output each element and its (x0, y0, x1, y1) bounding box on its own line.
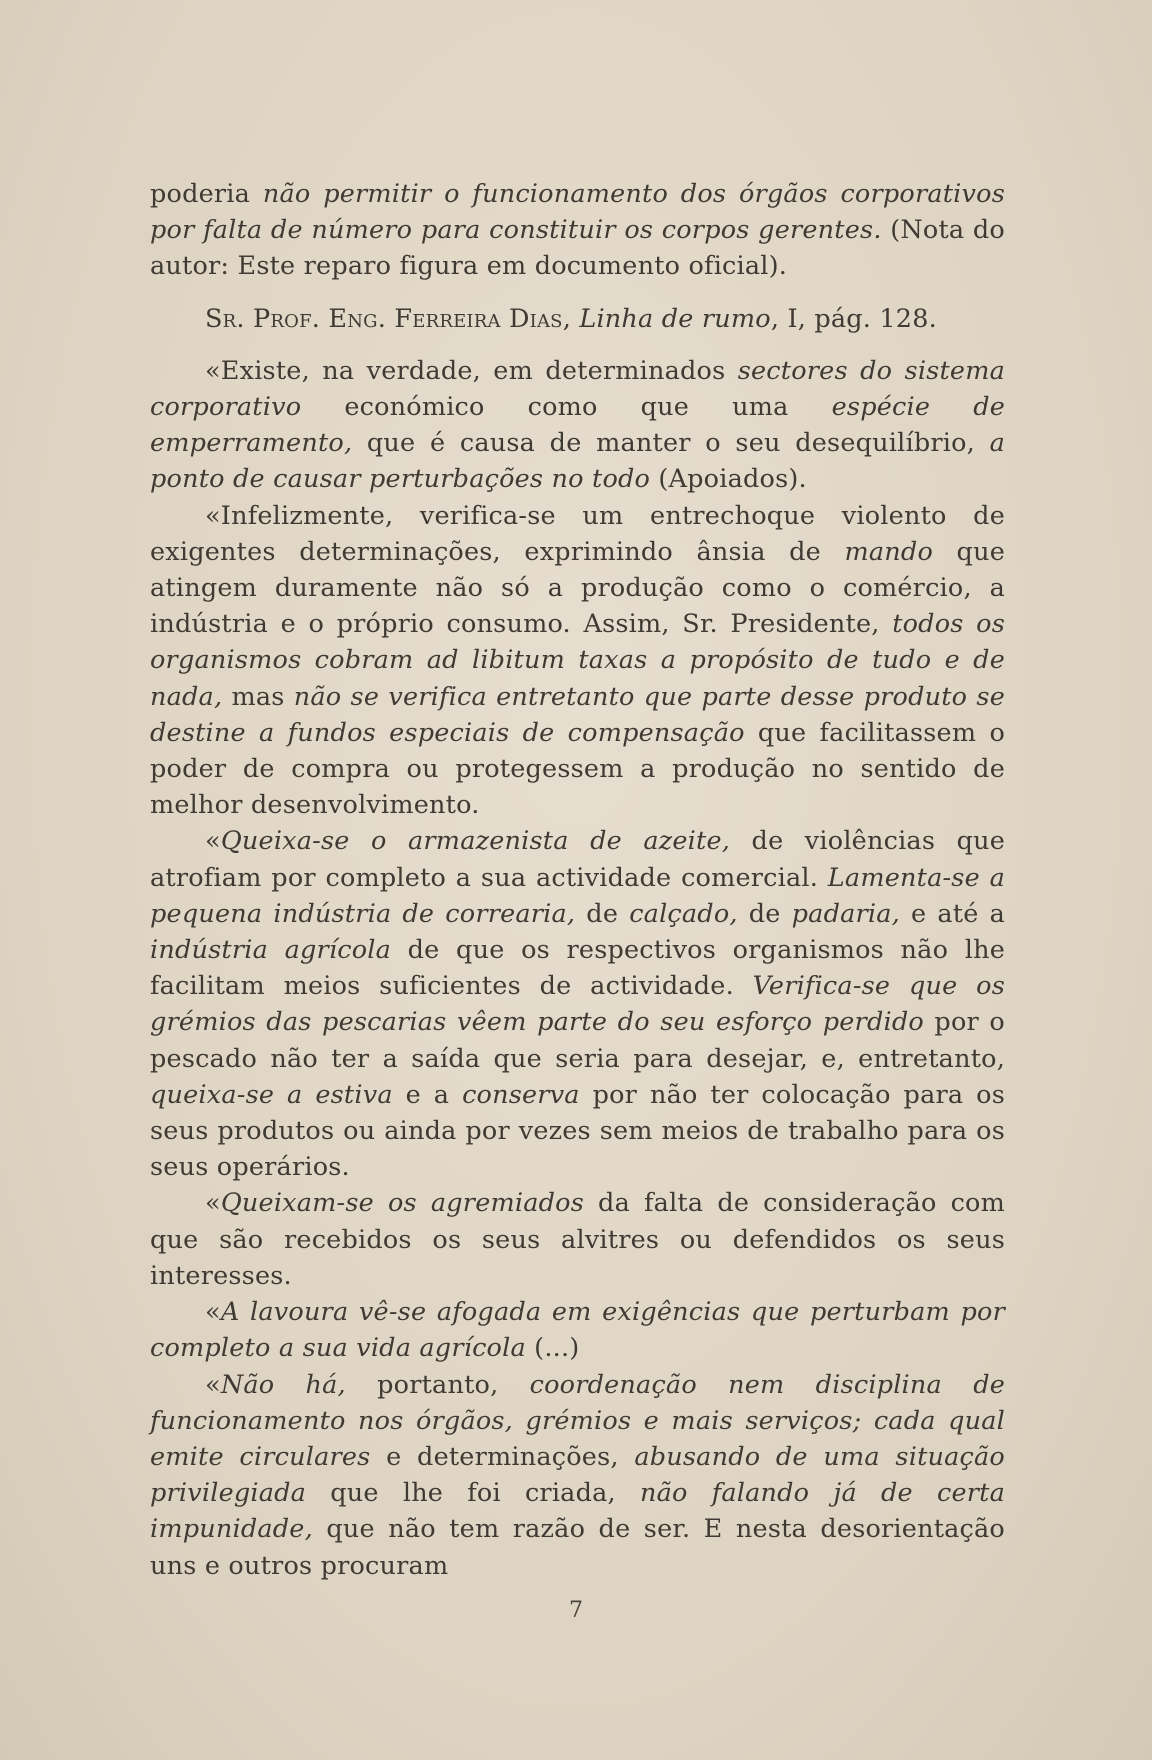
text-run: poderia (150, 179, 263, 209)
paragraph (150, 1294, 1005, 1366)
italic-text: Verifica-se que os grémios das pescarias vêem parte do seu esforço perdido (150, 971, 1005, 1038)
text-run: de violências que atrofiam por completo a sua actividade comercial. (150, 826, 1006, 893)
text-run: económico como que uma (301, 392, 832, 423)
text-run: que atingem duramente não só a produção como o comércio, a indústria e o próprio consumo. Assim, Sr. Presidente, (150, 536, 1005, 640)
text-run: de que os respectivos organismos não lhe facilitam meios suficientes de actividade. (150, 935, 1005, 1002)
text-run: que não tem razão de ser. E nesta desorientação uns e outros procuram (150, 1514, 1005, 1581)
italic-text: Linha de rumo (579, 303, 771, 334)
paragraph (150, 823, 1005, 1185)
italic-text: a ponto de causar perturbações no todo (150, 428, 1005, 495)
italic-text: coordenação nem disciplina de funcionamento nos órgãos, grémios e mais serviços; cada qual emite circulares (150, 1369, 1006, 1472)
italic-text: não falando já de certa impunidade, (150, 1478, 1005, 1545)
italic-text: Queixam-se os agremiados (220, 1188, 584, 1219)
small-caps-text: Sr. Prof. Eng. Ferreira Dias (205, 303, 563, 334)
text-run: que facilitassem o poder de compra ou protegessem a produção no sentido de melhor desenvolvimento. (150, 717, 1005, 821)
text-run: «Infelizmente, verifica-se um entrechoque violento de exigentes determinações, exprimindo ânsia de (150, 500, 1005, 567)
text-run: , I, pág. 128. (770, 303, 937, 334)
text-run: « (205, 826, 221, 857)
text-run: (...) (525, 1333, 580, 1364)
page-number: 7 (569, 1598, 583, 1623)
text-run: da falta de consideração com que são recebidos os seus alvitres ou defendidos os seus interesses. (150, 1188, 1005, 1291)
text-run: que lhe foi criada, (306, 1478, 640, 1509)
italic-text: Lamenta-se a pequena indústria de correaria, (150, 862, 1005, 929)
paragraph (150, 176, 1005, 285)
text-run: e a (392, 1079, 463, 1110)
text-run: mas (222, 681, 294, 712)
text-run: e até a (899, 898, 1005, 929)
text-run: , (562, 303, 580, 334)
italic-text: conserva (462, 1079, 580, 1110)
text-run: e determinações, (370, 1441, 635, 1472)
italic-text: indústria agrícola (150, 935, 392, 966)
text-run: « (205, 1369, 221, 1400)
italic-text: sectores do sistema corporativo (150, 355, 1005, 423)
text-run: (Nota do autor: Este reparo figura em documento oficial). (150, 215, 1005, 282)
italic-text: não permitir o funcionamento dos órgãos corporativos por falta de número para constituir os corpos gerentes. (150, 179, 1005, 246)
italic-text: A lavoura vê-se afogada em exigências que perturbam por completo a sua vida agrícola (150, 1297, 1005, 1364)
italic-text: padaria, (791, 898, 900, 929)
italic-text: calçado, (629, 898, 738, 929)
text-run: portanto, (345, 1369, 530, 1400)
italic-text: espécie de emperramento, (150, 392, 1006, 459)
text-run: de (737, 898, 792, 929)
italic-text: Queixa-se o armazenista de azeite, (220, 826, 731, 857)
text-run: « (205, 1297, 221, 1328)
paragraph (150, 1185, 1005, 1294)
text-run: (Apoiados). (650, 464, 807, 495)
paragraph (150, 353, 1005, 498)
paragraph (150, 301, 1005, 337)
italic-text: queixa-se a estiva (150, 1079, 393, 1110)
text-run: «Existe, na verdade, em determinados (205, 355, 738, 386)
italic-text: abusando de uma situação privilegiada (150, 1441, 1005, 1509)
text-run: « (205, 1188, 221, 1219)
italic-text: não se verifica entretanto que parte desse produto se destine a fundos especiais de compensação (150, 681, 1005, 748)
text-run: por não ter colocação para os seus produtos ou ainda por vezes sem meios de trabalho para os seus operários. (150, 1079, 1005, 1183)
italic-text: mando (844, 536, 933, 567)
text-run: de (575, 898, 630, 929)
paragraph (150, 1367, 1005, 1584)
paragraph (150, 498, 1005, 824)
italic-text: Não há, (220, 1369, 346, 1400)
italic-text: todos os organismos cobram ad libitum taxas a propósito de tudo e de nada, (150, 609, 1005, 712)
text-run: por o pescado não ter a saída que seria para desejar, e, entretanto, (150, 1007, 1005, 1074)
text-run: que é causa de manter o seu desequilíbrio, (352, 428, 990, 459)
body-text (150, 176, 1005, 1584)
